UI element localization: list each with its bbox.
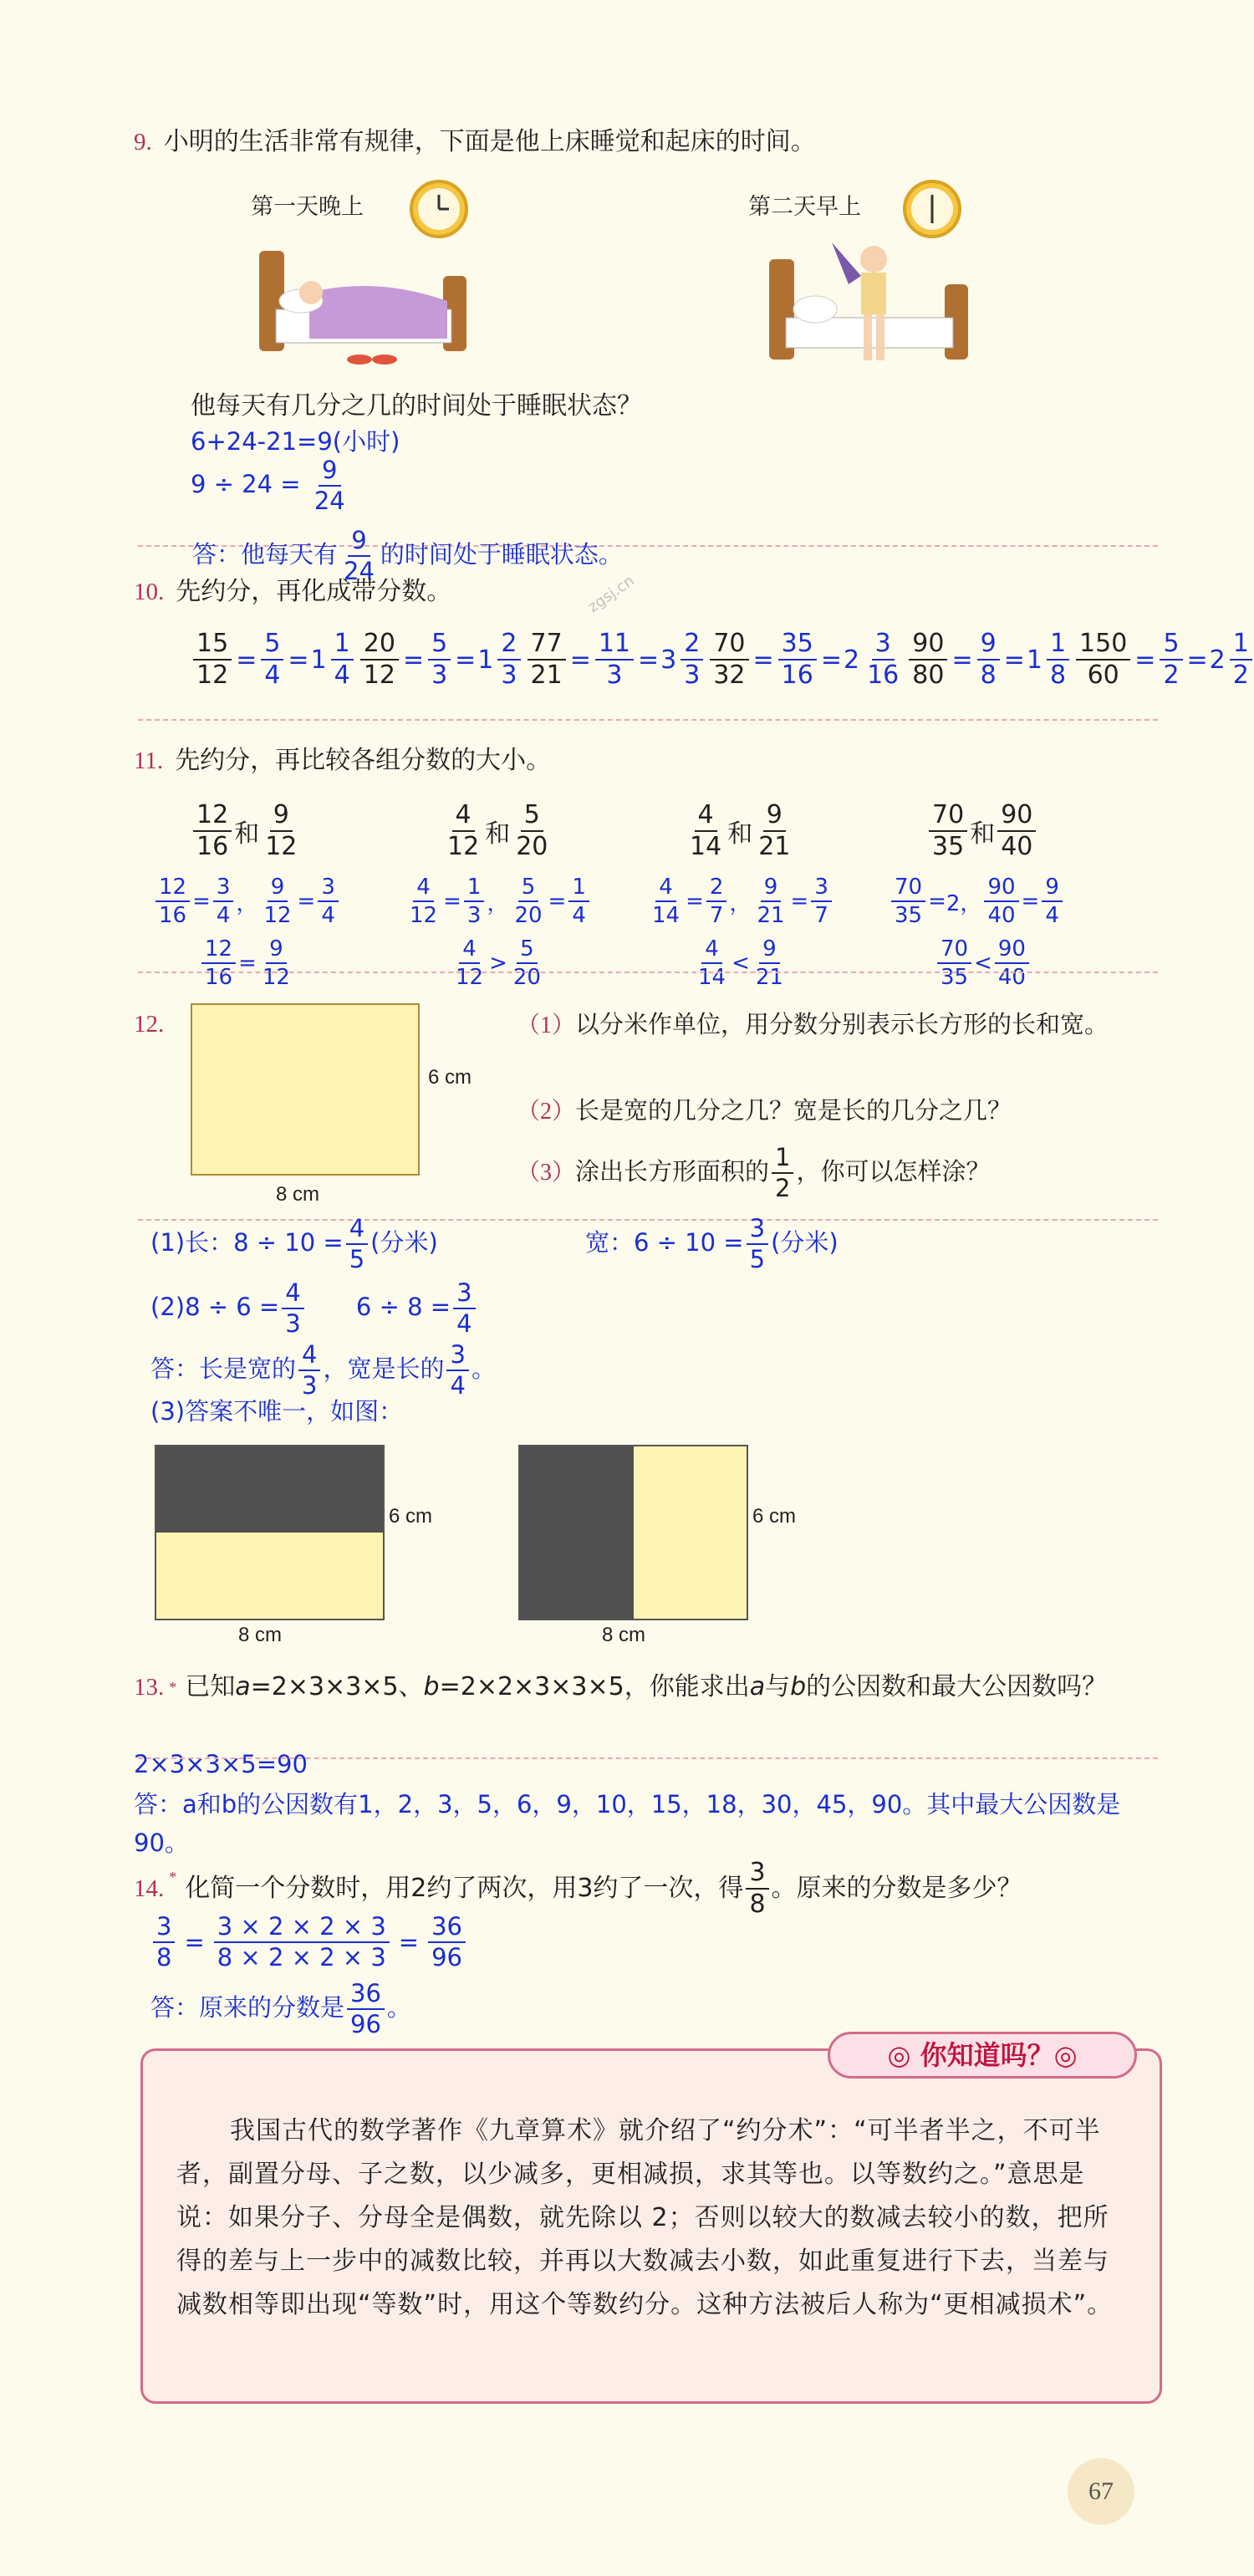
q12-sub1: （1）以分米作单位，用分数分别表示长方形的长和宽。 xyxy=(517,1010,1109,1038)
q11-number: 11. xyxy=(134,747,164,774)
equals-sign: = xyxy=(638,645,660,675)
q12-shaded-vertical xyxy=(518,1445,748,1620)
q9-prompt xyxy=(134,125,816,159)
q10-whole-part: 1 xyxy=(1026,645,1042,675)
q10-original-fraction: $\frac{15}{12}$ xyxy=(193,631,232,688)
q12-rectangle xyxy=(191,1003,420,1176)
q12-answer-2: (2)8 ÷ 6 = $\frac{4}{3}$ 6 ÷ 8 = $\frac{3}{4}$ xyxy=(150,1281,478,1336)
q12-answer-3: (3)答案不唯一，如图： xyxy=(150,1397,404,1426)
q11-reduced-b: $\frac{3}{7}$ xyxy=(811,876,832,926)
did-you-know-text: 我国古代的数学著作《九章算术》就介绍了“约分术”：“可半者半之，不可半者，副置分母、子之数，以少减多，更相减损，求其等也。以等数约之。”意思是说：如果分子、分母全是偶数，就先除以 2；否则以较大的数减去较小的数，把所得的差与上一步中的减数比较，并再以大数减去小数，如此重复进行下去，当差与减数相等即出现“等数”时，用这个等数约分。这种方法被后人称为“更相减损术”。 xyxy=(176,2116,1114,2319)
q10-reduced-fraction: $\frac{9}{8}$ xyxy=(977,631,1000,688)
q11-fraction-a: $\frac{12}{16}$ xyxy=(155,876,190,926)
sleeping-child-illustration xyxy=(251,242,477,368)
q10-whole-part: 2 xyxy=(844,645,860,675)
q11-fraction-a: $\frac{4}{12}$ xyxy=(410,875,438,928)
q11-fraction-a: $\frac{4}{14}$ xyxy=(652,875,681,928)
q11-fraction-a: $\frac{4}{14}$ xyxy=(698,936,726,990)
q11-fraction-a: $\frac{12}{16}$ xyxy=(193,803,232,860)
q10-number: 10. xyxy=(134,579,165,605)
q12-shaded-horizontal-width: 8 cm xyxy=(238,1624,283,1646)
equals-sign: = xyxy=(1003,645,1025,675)
equals-sign: = xyxy=(288,645,309,675)
q11-reduced-a: $\frac{3}{4}$ xyxy=(213,876,234,926)
q9-text: 小明的生活非常有规律，下面是他上床睡觉和起床的时间。 xyxy=(163,127,816,156)
q10-whole-part: 1 xyxy=(477,645,494,675)
q11-comparison xyxy=(450,938,547,988)
comma: ， xyxy=(487,890,509,916)
q11-reduction xyxy=(646,876,834,926)
q11-comparison xyxy=(199,938,296,988)
q10-prompt xyxy=(134,575,451,609)
q11-fraction-a: $\frac{70}{35}$ xyxy=(929,803,967,860)
q10-mixed-fraction: $\frac{3}{16}$ xyxy=(867,629,900,690)
equals-sign: = xyxy=(569,645,591,675)
equals-sign: = xyxy=(820,645,842,675)
q10-original-fraction: $\frac{150}{60}$ xyxy=(1076,631,1130,688)
q10-whole-part: 3 xyxy=(660,645,677,675)
q13-answer-line1: 2×3×3×5=90 xyxy=(134,1750,308,1778)
q11-fraction-a: $\frac{70}{35}$ xyxy=(891,876,925,926)
q9-answer-line3: 答：他每天有 $\frac{9}{24}$ 的时间处于睡眠状态。 xyxy=(192,526,623,585)
q11-fraction-a: $\frac{4}{14}$ xyxy=(690,800,722,861)
q10-original-fraction: $\frac{70}{32}$ xyxy=(710,631,748,688)
q11-fraction-b: $\frac{9}{21}$ xyxy=(758,800,791,861)
q11-and: 和 xyxy=(485,819,511,849)
q13-answer-line2: 答：a和b的公因数有1，2，3，5，6，9，10，15，18，30，45，90。其中最大公因数是90。 xyxy=(134,1790,1121,1857)
q11-and: 和 xyxy=(970,819,996,849)
q11-fraction-b: $\frac{90}{40}$ xyxy=(995,938,1029,988)
q12-sub2: （2）长是宽的几分之几？宽是长的几分之几？ xyxy=(517,1096,1012,1125)
q11-fraction-b: $\frac{9}{12}$ xyxy=(262,936,290,990)
q14-answer-text: 答：原来的分数是 $\frac{36}{96}$ 。 xyxy=(150,1979,411,2038)
q12-shaded-horizontal-height: 6 cm xyxy=(389,1505,433,1528)
q9-number: 9. xyxy=(134,129,152,156)
q10-mixed-fraction: $\frac{2}{3}$ xyxy=(497,631,520,688)
q9-answer-line1: 6+24-21=9(小时) xyxy=(191,427,400,456)
q11-group-pair xyxy=(191,800,303,861)
q11-fraction-a: $\frac{12}{16}$ xyxy=(201,938,236,988)
q11-group-pair xyxy=(684,800,796,861)
equals-sign: = xyxy=(236,645,257,675)
q11-fraction-a: $\frac{4}{12}$ xyxy=(456,936,484,990)
q14-prompt: 14. * 化简一个分数时，用2约了两次，用3约了一次，得 $\frac{3}{8}$ 。原来的分数是多少？ xyxy=(134,1858,1022,1919)
q11-reduced-a: 2， xyxy=(946,890,982,916)
equals-sign: = xyxy=(928,889,946,914)
q11-reduction xyxy=(153,876,341,926)
q11-comparison-sign: < xyxy=(974,951,992,976)
q11-reduced-b: $\frac{9}{4}$ xyxy=(1042,876,1063,926)
did-you-know-badge: ◎ 你知道吗？◎ xyxy=(828,2032,1137,2079)
q12-answer-2-text: 答：长是宽的 $\frac{4}{3}$ ，宽是长的 $\frac{3}{4}$ 。 xyxy=(150,1340,496,1400)
q11-group-pair xyxy=(441,800,553,861)
equals-sign: = xyxy=(455,645,477,675)
q9-answer-line2 xyxy=(191,458,351,513)
equals-sign: = xyxy=(790,889,809,914)
equals-sign: = xyxy=(192,889,211,914)
q10-fraction-row xyxy=(191,631,1254,688)
q12-answer-1: (1)长：8 ÷ 10 = $\frac{4}{5}$ (分米) xyxy=(150,1214,438,1273)
q10-original-fraction: $\frac{20}{12}$ xyxy=(360,631,399,688)
q11-comparison-sign: = xyxy=(238,951,257,976)
q11-fraction-a: $\frac{4}{12}$ xyxy=(447,800,480,861)
q11-reduced-a: $\frac{1}{3}$ xyxy=(464,876,485,926)
equals-sign: = xyxy=(443,889,461,914)
waking-child-illustration xyxy=(765,226,982,376)
q11-and: 和 xyxy=(234,819,260,849)
equals-sign: = xyxy=(686,889,704,914)
equals-sign: = xyxy=(297,889,316,914)
q11-fraction-b: $\frac{9}{12}$ xyxy=(265,800,298,861)
q10-reduced-fraction: $\frac{5}{3}$ xyxy=(428,631,451,688)
q11-reduced-b: $\frac{3}{4}$ xyxy=(318,876,339,926)
q12-shaded-vertical-height: 6 cm xyxy=(752,1505,797,1528)
q12-width-label: 8 cm xyxy=(276,1183,320,1206)
comma: ， xyxy=(236,890,258,916)
q11-fraction-a: $\frac{70}{35}$ xyxy=(937,938,971,988)
q10-reduced-fraction: $\frac{35}{16}$ xyxy=(778,631,817,688)
q9-frac-num: 9 xyxy=(319,458,340,487)
q11-group-pair xyxy=(926,800,1038,861)
q11-fraction-b: $\frac{90}{40}$ xyxy=(984,876,1018,926)
q10-original-fraction: $\frac{90}{80}$ xyxy=(909,631,947,688)
q11-comparison-sign: > xyxy=(489,951,507,976)
q12-sub3: （3）涂出长方形面积的 $\frac{1}{2}$ ，你可以怎样涂？ xyxy=(517,1143,991,1202)
q10-reduced-fraction: $\frac{5}{4}$ xyxy=(261,631,283,688)
q10-text: 先约分，再化成带分数。 xyxy=(176,577,452,606)
q11-fraction-b: $\frac{9}{21}$ xyxy=(757,875,785,928)
q11-text: 先约分，再比较各组分数的大小。 xyxy=(175,746,552,775)
q10-original-fraction: $\frac{77}{21}$ xyxy=(528,631,566,688)
q11-fraction-b: $\frac{5}{20}$ xyxy=(512,936,541,990)
watermark: zgsj.cn xyxy=(584,572,638,616)
q11-fraction-b: $\frac{5}{20}$ xyxy=(514,875,543,928)
equals-sign: = xyxy=(1134,645,1156,675)
q10-mixed-fraction: $\frac{2}{3}$ xyxy=(681,631,703,688)
q10-mixed-fraction: $\frac{1}{2}$ xyxy=(1230,631,1252,688)
comma: ， xyxy=(729,890,752,916)
q11-prompt xyxy=(134,744,551,778)
q9-night-label: 第一天晚上 xyxy=(251,194,364,220)
q10-whole-part: 2 xyxy=(1209,645,1226,675)
q11-fraction-b: $\frac{9}{12}$ xyxy=(263,875,292,928)
q11-groups xyxy=(159,800,1160,995)
q11-comparison xyxy=(935,938,1032,988)
q14-answer-equation: $\frac{3}{8}$ = $\frac{3 \times 2 \times 2 \times 3}{8 \times 2 \times 2 \times 3}$ = $\frac{36}{96}$ xyxy=(150,1915,468,1970)
q10-reduced-fraction: $\frac{11}{3}$ xyxy=(595,631,634,688)
q9-division: 9 ÷ 24 = xyxy=(191,470,301,498)
equals-sign: = xyxy=(1186,645,1208,675)
equals-sign: = xyxy=(752,645,774,675)
q10-reduced-fraction: $\frac{5}{2}$ xyxy=(1160,631,1182,688)
q11-fraction-b: $\frac{90}{40}$ xyxy=(997,803,1036,860)
q12-shaded-vertical-width: 8 cm xyxy=(602,1624,646,1646)
q11-reduction xyxy=(404,876,592,926)
q12-answer-1-width: 宽：6 ÷ 10 = $\frac{3}{5}$ (分米) xyxy=(585,1214,839,1273)
q12-height-label: 6 cm xyxy=(428,1066,472,1089)
q10-whole-part: 1 xyxy=(310,645,327,675)
q11-fraction-b: $\frac{9}{21}$ xyxy=(755,936,783,990)
q9-question: 他每天有几分之几的时间处于睡眠状态？ xyxy=(191,391,642,421)
q9-frac-den: 24 xyxy=(314,487,345,515)
q11-reduction xyxy=(889,876,1065,926)
q11-comparison-sign: < xyxy=(732,951,750,976)
q12-shaded-horizontal xyxy=(155,1445,385,1620)
q11-reduced-b: $\frac{1}{4}$ xyxy=(568,876,589,926)
q10-mixed-fraction: $\frac{1}{8}$ xyxy=(1047,631,1069,688)
night-clock-icon xyxy=(410,180,468,238)
q11-and: 和 xyxy=(727,819,753,849)
q11-reduced-a: $\frac{2}{7}$ xyxy=(706,876,727,926)
equals-sign: = xyxy=(402,645,425,675)
q13-prompt: 13. * 已知a=2×3×3×5、b=2×2×3×3×5，你能求出a与b的公因数和最大公因数吗？ xyxy=(134,1672,1108,1701)
q12-number: 12. xyxy=(134,1011,165,1038)
q9-morning-label: 第二天早上 xyxy=(748,194,861,220)
did-you-know-box xyxy=(140,2048,1162,2404)
q11-comparison xyxy=(692,938,789,988)
equals-sign: = xyxy=(951,645,973,675)
q10-mixed-fraction: $\frac{1}{4}$ xyxy=(331,631,354,688)
equals-sign: = xyxy=(1021,889,1040,914)
equals-sign: = xyxy=(548,889,567,914)
page-number: 67 xyxy=(1068,2458,1134,2525)
q11-fraction-b: $\frac{5}{20}$ xyxy=(516,800,548,861)
